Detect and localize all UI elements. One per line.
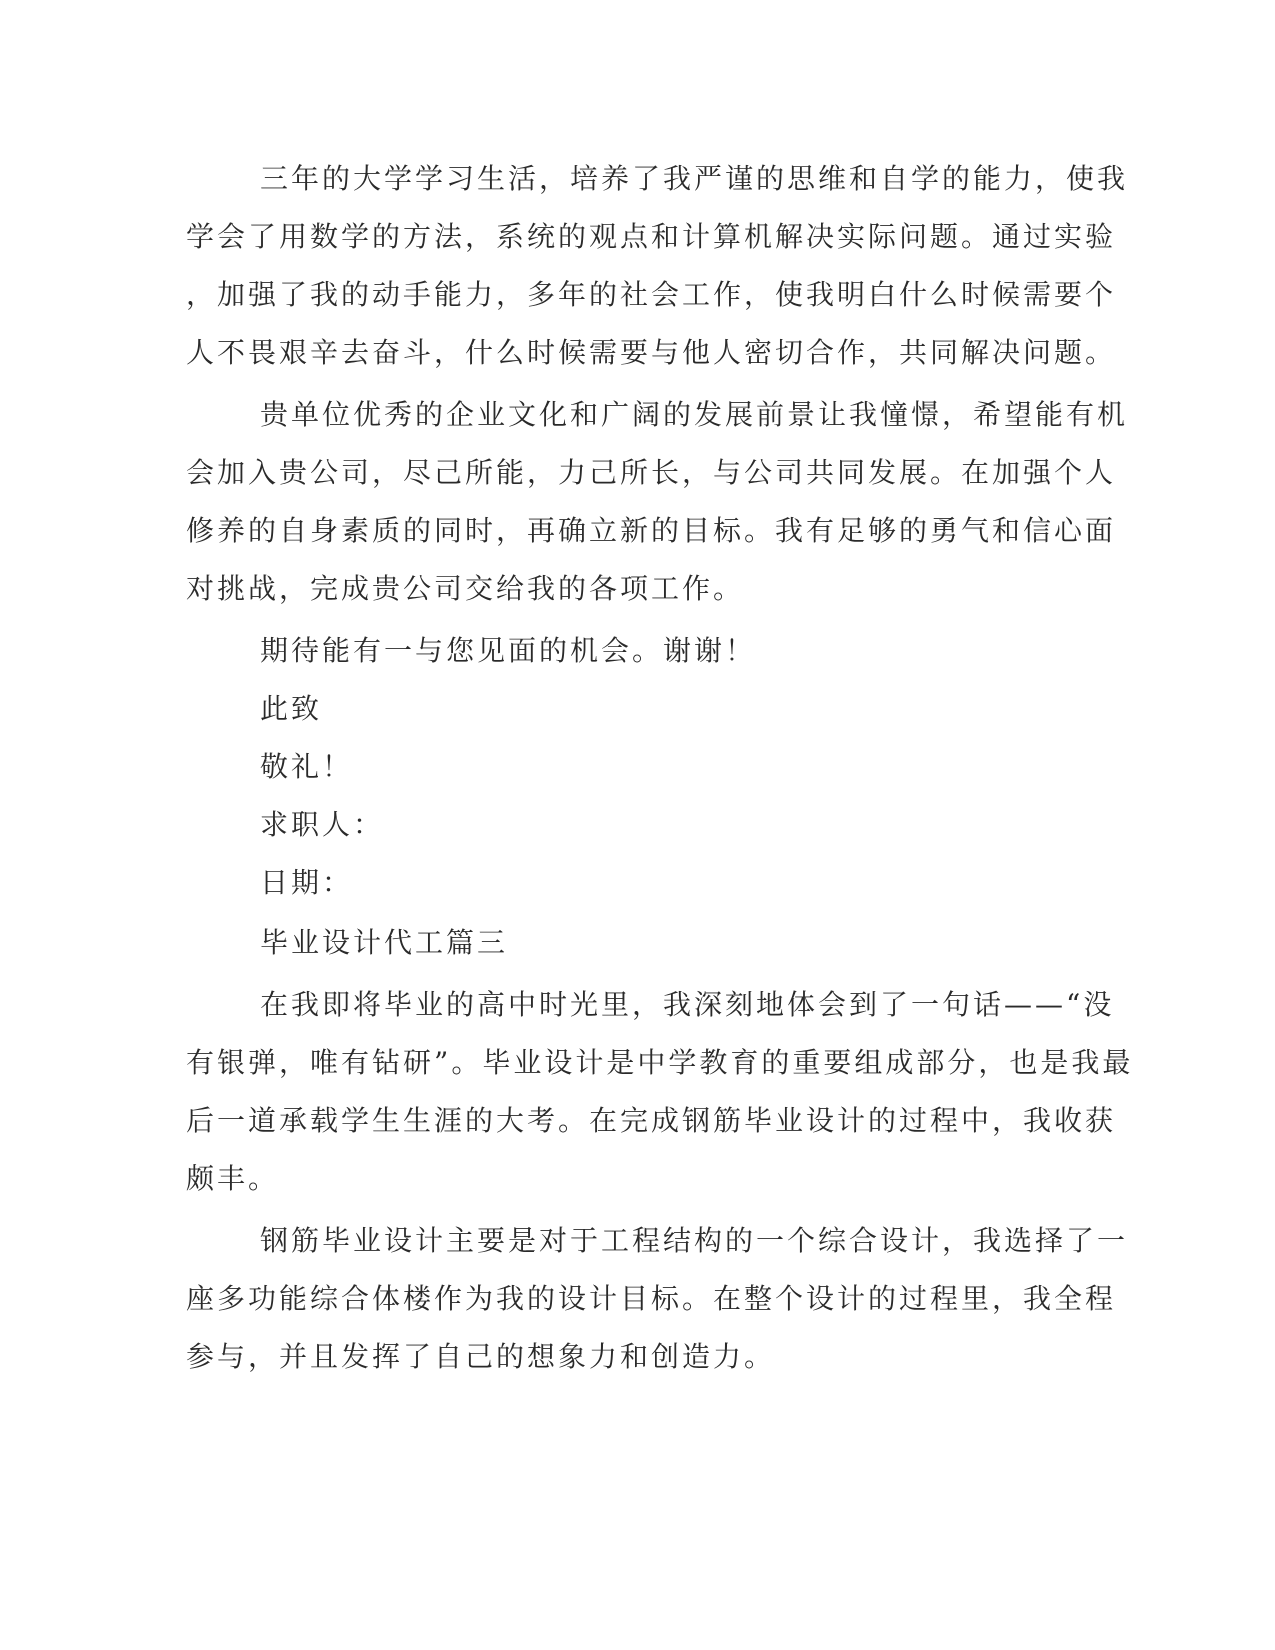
paragraph-3-line-4: 颇丰。 [186,1162,280,1195]
paragraph-1-line-1: 三年的大学学习生活，培养了我严谨的思维和自学的能力，使我 [260,162,1129,195]
paragraph-2-line-4: 对挑战，完成贵公司交给我的各项工作。 [186,572,745,605]
paragraph-3-line-2: 有银弹，唯有钻研”。毕业设计是中学教育的重要组成部分，也是我最 [186,1046,1134,1079]
salutation-2: 敬礼！ [260,750,354,783]
paragraph-1-line-3: ，加强了我的动手能力，多年的社会工作，使我明白什么时候需要个 [186,278,1117,311]
salutation-1: 此致 [260,692,323,725]
paragraph-2-line-3: 修养的自身素质的同时，再确立新的目标。我有足够的勇气和信心面 [186,514,1117,547]
paragraph-4-line-3: 参与，并且发挥了自己的想象力和创造力。 [186,1340,776,1373]
paragraph-1-line-4: 人不畏艰辛去奋斗，什么时候需要与他人密切合作，共同解决问题。 [186,336,1117,369]
paragraph-4-line-2: 座多功能综合体楼作为我的设计目标。在整个设计的过程里，我全程 [186,1282,1117,1315]
applicant-label: 求职人： [260,808,385,841]
paragraph-2-line-2: 会加入贵公司，尽己所能，力己所长，与公司共同发展。在加强个人 [186,456,1117,489]
closing-remark: 期待能有一与您见面的机会。谢谢！ [260,634,757,667]
paragraph-3-line-1: 在我即将毕业的高中时光里，我深刻地体会到了一句话——“没 [260,988,1115,1021]
section-heading: 毕业设计代工篇三 [260,926,509,959]
paragraph-1-line-2: 学会了用数学的方法，系统的观点和计算机解决实际问题。通过实验 [186,220,1117,253]
paragraph-4-line-1: 钢筋毕业设计主要是对于工程结构的一个综合设计，我选择了一 [260,1224,1129,1257]
date-label: 日期： [260,866,354,899]
paragraph-2-line-1: 贵单位优秀的企业文化和广阔的发展前景让我憧憬，希望能有机 [260,398,1129,431]
paragraph-3-line-3: 后一道承载学生生涯的大考。在完成钢筋毕业设计的过程中，我收获 [186,1104,1117,1137]
